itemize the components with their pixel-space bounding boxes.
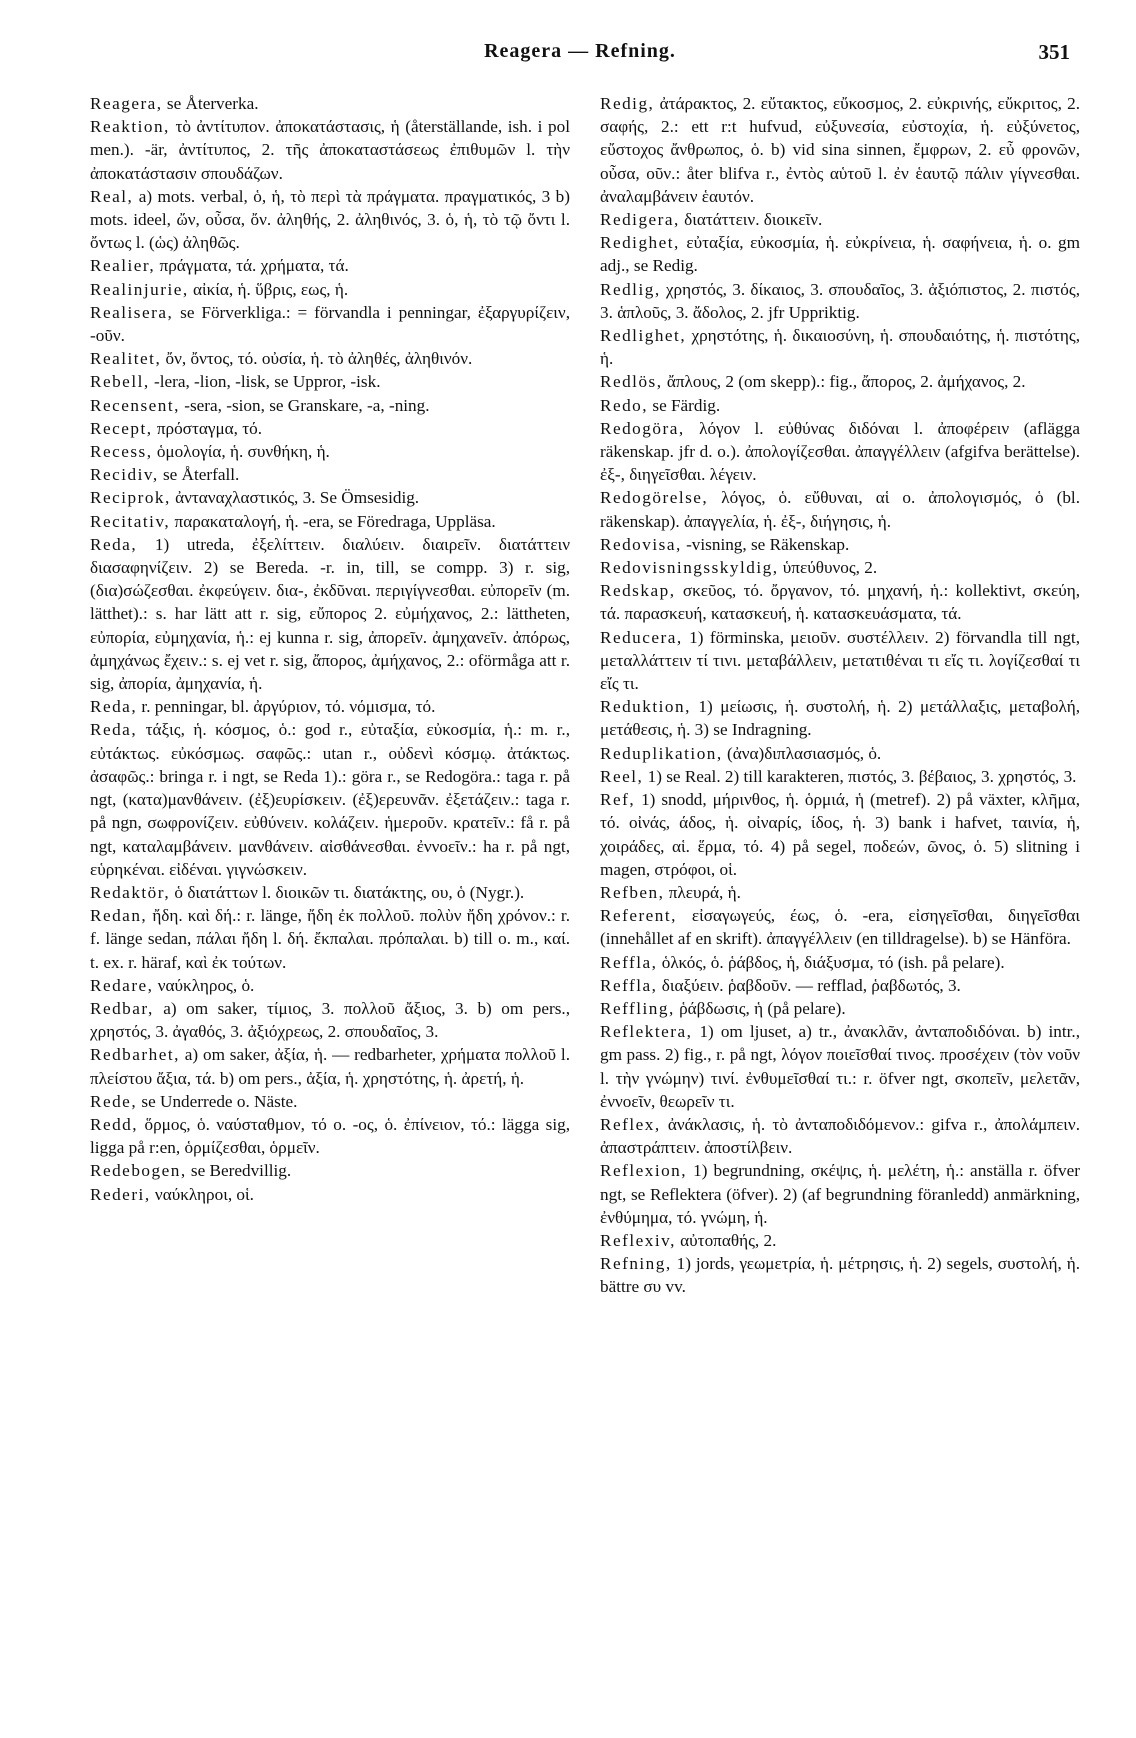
entry-headword: Reagera, (90, 94, 163, 113)
entry-definition: ναύκληροι, οἱ. (150, 1184, 254, 1204)
dictionary-entry (90, 463, 570, 486)
entry-definition: τάξις, ἡ. κόσμος, ὁ.: god r., εὐταξία, εὐκοσμία, ἡ.: m. r., εὐτάκτως. εὐκόσμως. σαφῶς.: utan r., οὐδενὶ κόσμῳ. ἀτάκτως. ἀσαφῶς.: bringa r. i ngt, se Reda 1).: göra r., se Redogöra.: taga r. på ngt, (κατα)μανθάνειν. (ἐξ)ευρίσκειν. (ἐξ)ερευνᾶν. ἐξετάζειν.: taga r. på ngn, σωφρονίζειν. εὐθύνειν. κολάζειν. ἡμεροῦν. κρατεῖν.: få r. på ngt, καταλαμβάνειν. μανθάνειν. αἰσθάνεσθαι. ἐννοεῖν.: ha r. på ngt, εὑρηκέναι. εἰδέναι. γιγνώσκειν. (90, 720, 570, 879)
dictionary-entry (600, 1252, 1080, 1298)
entry-definition: ὄν, ὄντος, τό. οὐσία, ἡ. τὸ ἀληθές, ἀληθινόν. (161, 349, 473, 369)
dictionary-entry (90, 881, 570, 904)
entry-headword: Refben, (600, 882, 665, 902)
dictionary-entry (600, 904, 1080, 950)
dictionary-entry (90, 510, 570, 533)
entry-headword: Referent, (600, 906, 677, 926)
dictionary-entry (90, 997, 570, 1043)
entry-definition: ἀνταναχλαστικός, 3. Se Ömsesidig. (170, 488, 420, 508)
entry-definition: πράγματα, τά. χρήματα, τά. (155, 256, 349, 276)
entry-definition: αὐτοπαθής, 2. (675, 1230, 777, 1250)
dictionary-entry (600, 533, 1080, 556)
dictionary-entry (600, 742, 1080, 765)
dictionary-entry (90, 533, 570, 695)
right-column (600, 92, 1080, 1722)
entry-definition: -sera, -sion, se Granskare, -a, -ning. (179, 395, 430, 415)
entry-headword: Realinjurie, (90, 279, 189, 299)
dictionary-entry (90, 1043, 570, 1089)
dictionary-entry (90, 974, 570, 997)
entry-definition: παρακαταλογή, ἡ. -era, se Föredraga, Uppläsa. (170, 511, 496, 531)
dictionary-entry (90, 254, 570, 277)
entry-definition: χρηστός, 3. δίκαιος, 3. σπουδαῖος, 3. ἀξιόπιστος, 2. πιστός, 3. ἁπλοῦς, 3. ἄδολος, 2. jfr Uppriktig. (600, 279, 1080, 322)
entry-headword: Real, (90, 186, 134, 206)
entry-headword: Recidiv, (90, 465, 159, 485)
entry-definition: πρόσταγμα, τό. (152, 418, 263, 438)
entry-headword: Reffla, (600, 952, 658, 972)
dictionary-entry (600, 556, 1080, 579)
entry-headword: Reda, (90, 534, 138, 554)
entry-headword: Rederi, (90, 1184, 151, 1204)
entry-definition: ὁλκός, ὁ. ῥάβδος, ἡ, διάξυσμα, τό (ish. på pelare). (657, 952, 1005, 972)
entry-headword: Redd, (90, 1114, 139, 1134)
dictionary-entry (90, 417, 570, 440)
entry-definition: -visning, se Räkenskap. (681, 534, 850, 554)
entry-definition: se Underrede o. Näste. (137, 1091, 298, 1111)
entry-definition: 1) jords, γεωμετρία, ἡ. μέτρησις, ἡ. 2) segels, συστολή, ἡ. bättre συ vv. (600, 1254, 1080, 1297)
entry-headword: Redogöra, (600, 418, 685, 438)
entry-definition: ναύκληρος, ὁ. (153, 975, 255, 995)
dictionary-entry (600, 1229, 1080, 1252)
entry-headword: Realier, (90, 256, 156, 276)
entry-definition: (ἀνα)διπλασιασμός, ὁ. (722, 743, 882, 763)
entry-headword: Reda, (90, 697, 138, 717)
entry-headword: Reduplikation, (600, 743, 723, 763)
entry-definition: a) om saker, ἀξία, ἡ. — redbarheter, χρήματα πολλοῦ l. πλείστου ἄξια, τά. b) om pers., ἀξία, ἡ. χρηστότης, ἡ. ἀρετή, ἡ. (90, 1045, 570, 1088)
dictionary-entry (600, 208, 1080, 231)
entry-definition: a) om saker, τίμιος, 3. πολλοῦ ἄξιος, 3. b) om pers., χρηστός, 3. ἀγαθός, 3. ἀξιόχρεως, 2. σπουδαῖος, 3. (90, 998, 570, 1042)
entry-definition: ἄπλους, 2 (om skepp).: fig., ἄπορος, 2. ἀμήχανος, 2. (662, 372, 1026, 392)
entry-headword: Redbarhet, (90, 1045, 180, 1065)
entry-headword: Reflexiv, (600, 1230, 676, 1250)
dictionary-entry (600, 1020, 1080, 1113)
entry-definition: λόγος, ὁ. εὔθυναι, αἱ o. ἀπολογισμός, ὁ (bl. räkenskap). ἀπαγγελία, ἡ. ἐξ-, διήγησις, ἡ. (600, 488, 1080, 531)
entry-headword: Redovisa, (600, 534, 682, 554)
entry-headword: Recitativ, (90, 511, 171, 531)
left-column (90, 92, 570, 1722)
entry-headword: Redigera, (600, 210, 680, 230)
dictionary-entry (90, 115, 570, 185)
dictionary-entry (90, 394, 570, 417)
dictionary-entry (600, 278, 1080, 324)
entry-headword: Realisera, (90, 302, 174, 322)
entry-headword: Redebogen, (90, 1161, 187, 1181)
dictionary-entry (600, 92, 1080, 208)
running-head: Reagera — Refning. (484, 40, 676, 62)
entry-headword: Redaktör, (90, 882, 171, 902)
dictionary-entry (600, 1113, 1080, 1159)
entry-definition: 1) utreda, ἐξελίττειν. διαλύειν. διαιρεῖν. διατάττειν διασαφηνίζειν. 2) se Bereda. -r. in, till, se compp. 3) r. sig, (δια)σώζεσθαι. ἐκφεύγειν. δια-, ἐκδῦναι. περιγίγνεσθαι. εὐπορεῖν (m. lätthet).: s. har lätt att r. sig, εὔπορος 2. εὐμήχανος, 2.: lättheten, εὐπορία, εὐμηχανία, ἡ.: ej kunna r. sig, ἀπορεῖν. ἀμηχανεῖν. ἀπόρως, ἀμηχάνως ἔχειν.: s. ej vet r. sig, ἄπορος, ἀμήχανος, 2.: oförmåga att r. sig, ἀπορία, ἀμηχανία, ἡ. (90, 534, 570, 694)
entry-definition: 1) se Real. 2) till karakteren, πιστός, 3. βέβαιος, 3. χρηστός, 3. (643, 766, 1077, 786)
entry-definition: -lera, -lion, -lisk, se Uppror, -isk. (149, 372, 381, 392)
entry-headword: Redlös, (600, 372, 663, 392)
entry-definition: αἰκία, ἡ. ὕβρις, εως, ἡ. (188, 279, 349, 299)
entry-definition: ῥάβδωσις, ἡ (på pelare). (674, 998, 846, 1018)
dictionary-entry (600, 951, 1080, 974)
entry-headword: Redig, (600, 94, 655, 113)
dictionary-entry (600, 324, 1080, 370)
entry-definition: ἀτάρακτος, 2. εὔτακτος, εὔκοσμος, 2. εὐκρινής, εὔκριτος, 2. σαφής, 2.: ett r:t hufvud, εὐξυνεσία, εὐστοχία, ἡ. εὐξύνετος, εὔστοχος ἄνθρωπος, ὁ. b) vid sina sinnen, ἔμφρων, 2. εὖ φρονῶν, οὖσα, οῦν.: åter blifva r., ἐντὸς αὑτοῦ l. ἐν ἑαυτῷ πάλιν γίγνεσθαι. ἀναλαμβάνειν ἑαυτόν. (600, 94, 1080, 206)
entry-definition: σκεῦος, τό. ὄργανον, τό. μηχανή, ἡ.: kollektivt, σκεύη, τά. παρασκευή, κατασκευή, ἡ. κατασκευάσματα, τά. (600, 581, 1080, 624)
dictionary-entry (600, 394, 1080, 417)
entry-definition: a) mots. verbal, ὁ, ἡ, τὸ περὶ τὰ πράγματα. πραγματικός, 3 b) mots. ideel, ὤν, οὖσα, ὄν. ἀληθής, 2. ἀληθινός, 3. ὁ, ἡ, τὸ τῷ ὄντι l. ὄντως l. (ὡς) ἀληθῶς. (90, 186, 570, 253)
entry-definition: se Återverka. (162, 94, 259, 113)
entry-headword: Recept, (90, 418, 153, 438)
entry-definition: 1) μείωσις, ἡ. συστολή, ἡ. 2) μετάλλαξις, μεταβολή, μετάθεσις, ἡ. 3) se Indragning. (600, 697, 1080, 740)
entry-definition: τὸ ἀντίτυπον. ἀποκατάστασις, ἡ (återställande, ish. i pol men.). -är, ἀντίτυπος, 2. τῆς ἀποκαταστάσεως ἐπιθυμῶν l. τὴν ἀποκατάστασιν σπουδάζων. (90, 117, 570, 183)
entry-headword: Reducera, (600, 627, 683, 647)
dictionary-entry (90, 347, 570, 370)
dictionary-entry (600, 1159, 1080, 1229)
dictionary-entry (600, 765, 1080, 788)
entry-headword: Redskap, (600, 581, 676, 601)
dictionary-entry (90, 92, 570, 115)
entry-definition: se Färdig. (648, 395, 721, 415)
page-number: 351 (1038, 40, 1070, 64)
entry-headword: Reaktion, (90, 117, 170, 137)
entry-headword: Realitet, (90, 349, 162, 369)
dictionary-entry (600, 486, 1080, 532)
entry-definition: r. penningar, bl. ἀργύριον, τό. νόμισμα, τό. (137, 697, 436, 717)
entry-definition: se Beredvillig. (186, 1161, 292, 1181)
entry-definition: 1) snodd, μήρινθος, ἡ. ὁρμιά, ἡ (metref). 2) på växter, κλῆμα, τό. οἰνάς, άδος, ἡ. οἰναρίς, ίδος, ἡ. 3) bank i hafvet, ταινία, ἡ, χοιράδες, αἱ. ἕρμα, τό. 4) på segel, ποδεών, ῶνος, ὁ. 5) slitning i magen, στρόφοι, οἱ. (600, 790, 1080, 879)
dictionary-entry (90, 185, 570, 255)
dictionary-entry (90, 278, 570, 301)
entry-headword: Redogörelse, (600, 488, 709, 508)
entry-definition: se Förverkliga.: = förvandla i penningar, ἐξαργυρίζειν, -οῦν. (90, 302, 570, 346)
dictionary-entry (90, 695, 570, 718)
entry-headword: Reflex, (600, 1114, 661, 1134)
entry-definition: se Återfall. (158, 465, 240, 485)
entry-headword: Rebell, (90, 372, 150, 392)
dictionary-entry (600, 370, 1080, 393)
entry-definition: ὁ διατάττων l. διοικῶν τι. διατάκτης, ου, ὁ (Nygr.). (170, 882, 525, 902)
entry-definition: λόγον l. εὐθύνας διδόναι l. ἀποφέρειν (aflägga räkenskap. jfr d. o.). ἀπολογίζεσθαι. ἀπαγγέλλειν (afgifva berättelse). ἐξ-, διηγεῖσθαι. λέγειν. (600, 418, 1080, 485)
dictionary-entry (90, 718, 570, 880)
dictionary-entry (90, 904, 570, 974)
dictionary-entry (90, 1159, 570, 1182)
dictionary-entry (90, 440, 570, 463)
entry-definition: 1) förminska, μειοῦν. συστέλλειν. 2) förvandla till ngt, μεταλλάττειν τί τινι. μεταβάλλειν, μετατιθέναι τι εἴς τι. λογίζεσθαί τι εἴς τι. (600, 627, 1080, 694)
entry-headword: Reflexion, (600, 1161, 688, 1181)
dictionary-entry (90, 301, 570, 347)
dictionary-entry (600, 997, 1080, 1020)
entry-headword: Redlighet, (600, 326, 687, 346)
dictionary-entry (600, 695, 1080, 741)
entry-definition: 1) om ljuset, a) tr., ἀνακλᾶν, ἀνταποδιδόναι. b) intr., gm pass. 2) fig., r. på ngt, λόγον ποιεῖσθαί τινος. προσέχειν (τὸν νοῦν l. τὴν γνώμην) τινί. ἐνθυμεῖσθαί τι.: r. öfver ngt, σκοπεῖν, μελετᾶν, ἐννοεῖν, θεωρεῖν τι. (600, 1022, 1080, 1111)
entry-headword: Redlig, (600, 279, 661, 299)
entry-headword: Reffling, (600, 998, 675, 1018)
entry-definition: εἰσαγωγεύς, έως, ὁ. -era, εἰσηγεῖσθαι, διηγεῖσθαι (innehållet af en skrift). ἀπαγγέλλειν (en tilldragelse). b) se Hänföra. (600, 906, 1080, 949)
dictionary-entry (600, 417, 1080, 487)
entry-headword: Reel, (600, 766, 644, 786)
dictionary-entry (90, 1183, 570, 1206)
entry-headword: Reda, (90, 720, 138, 740)
entry-headword: Redovisningsskyldig, (600, 558, 779, 578)
entry-headword: Redbar, (90, 998, 154, 1018)
dictionary-entry (600, 788, 1080, 881)
entry-definition: πλευρά, ἡ. (664, 882, 741, 902)
dictionary-entry (90, 1090, 570, 1113)
dictionary-entry (600, 881, 1080, 904)
dictionary-entry (600, 579, 1080, 625)
entry-headword: Refning, (600, 1254, 672, 1274)
entry-headword: Recess, (90, 442, 153, 462)
entry-headword: Recensent, (90, 395, 180, 415)
entry-headword: Reduktion, (600, 697, 691, 717)
entry-headword: Reflektera, (600, 1022, 693, 1042)
entry-definition: χρηστότης, ἡ. δικαιοσύνη, ἡ. σπουδαιότης, ἡ. πιστότης, ἡ. (600, 326, 1080, 369)
dictionary-entry (600, 626, 1080, 696)
entry-definition: ἤδη. καὶ δή.: r. länge, ἤδη ἐκ πολλοῦ. πολὺν ἤδη χρόνον.: r. f. länge sedan, πάλαι ἤδη l. δή. ἔκπαλαι. πρόπαλαι. b) till o. m., καί. t. ex. r. häraf, καὶ ἐκ τούτων. (90, 906, 570, 972)
entry-headword: Reciprok, (90, 488, 171, 508)
entry-headword: Reffla, (600, 975, 658, 995)
entry-definition: ὅρμος, ὁ. ναύσταθμον, τό o. -ος, ὁ. ἐπίνειον, τό.: lägga sig, ligga på r:en, ὁρμίζεσθαι, ὁρμεῖν. (90, 1114, 570, 1158)
entry-definition: 1) begrundning, σκέψις, ἡ. μελέτη, ἡ.: anställa r. öfver ngt, se Reflektera (öfver). 2) (af begrundning föranledd) anmärkning, ἐνθύμημα, τό. γνώμη, ἡ. (600, 1161, 1080, 1227)
entry-headword: Redighet, (600, 233, 680, 253)
dictionary-entry (90, 1113, 570, 1159)
entry-definition: ὁμολογία, ἡ. συνθήκη, ἡ. (152, 442, 330, 462)
dictionary-entry (600, 974, 1080, 997)
entry-definition: διατάττειν. διοικεῖν. (679, 210, 823, 230)
entry-headword: Redan, (90, 906, 148, 926)
entry-headword: Ref, (600, 790, 636, 810)
entry-headword: Redo, (600, 395, 649, 415)
dictionary-entry (90, 370, 570, 393)
entry-definition: διαξύειν. ῥαβδοῦν. — refflad, ῥαβδωτός, 3. (657, 975, 961, 995)
entry-headword: Redare, (90, 975, 154, 995)
entry-definition: ὑπεύθυνος, 2. (778, 558, 878, 578)
entry-headword: Rede, (90, 1091, 138, 1111)
dictionary-entry (600, 231, 1080, 277)
dictionary-entry (90, 486, 570, 509)
entry-definition: εὐταξία, εὐκοσμία, ἡ. εὐκρίνεια, ἡ. σαφήνεια, ἡ. o. gm adj., se Redig. (600, 233, 1080, 276)
page-header (90, 40, 1070, 76)
entry-definition: ἀνάκλασις, ἡ. τὸ ἀνταποδιδόμενον.: gifva r., ἀπολάμπειν. ἀπαστράπτειν. ἀποστίλβειν. (600, 1114, 1080, 1158)
